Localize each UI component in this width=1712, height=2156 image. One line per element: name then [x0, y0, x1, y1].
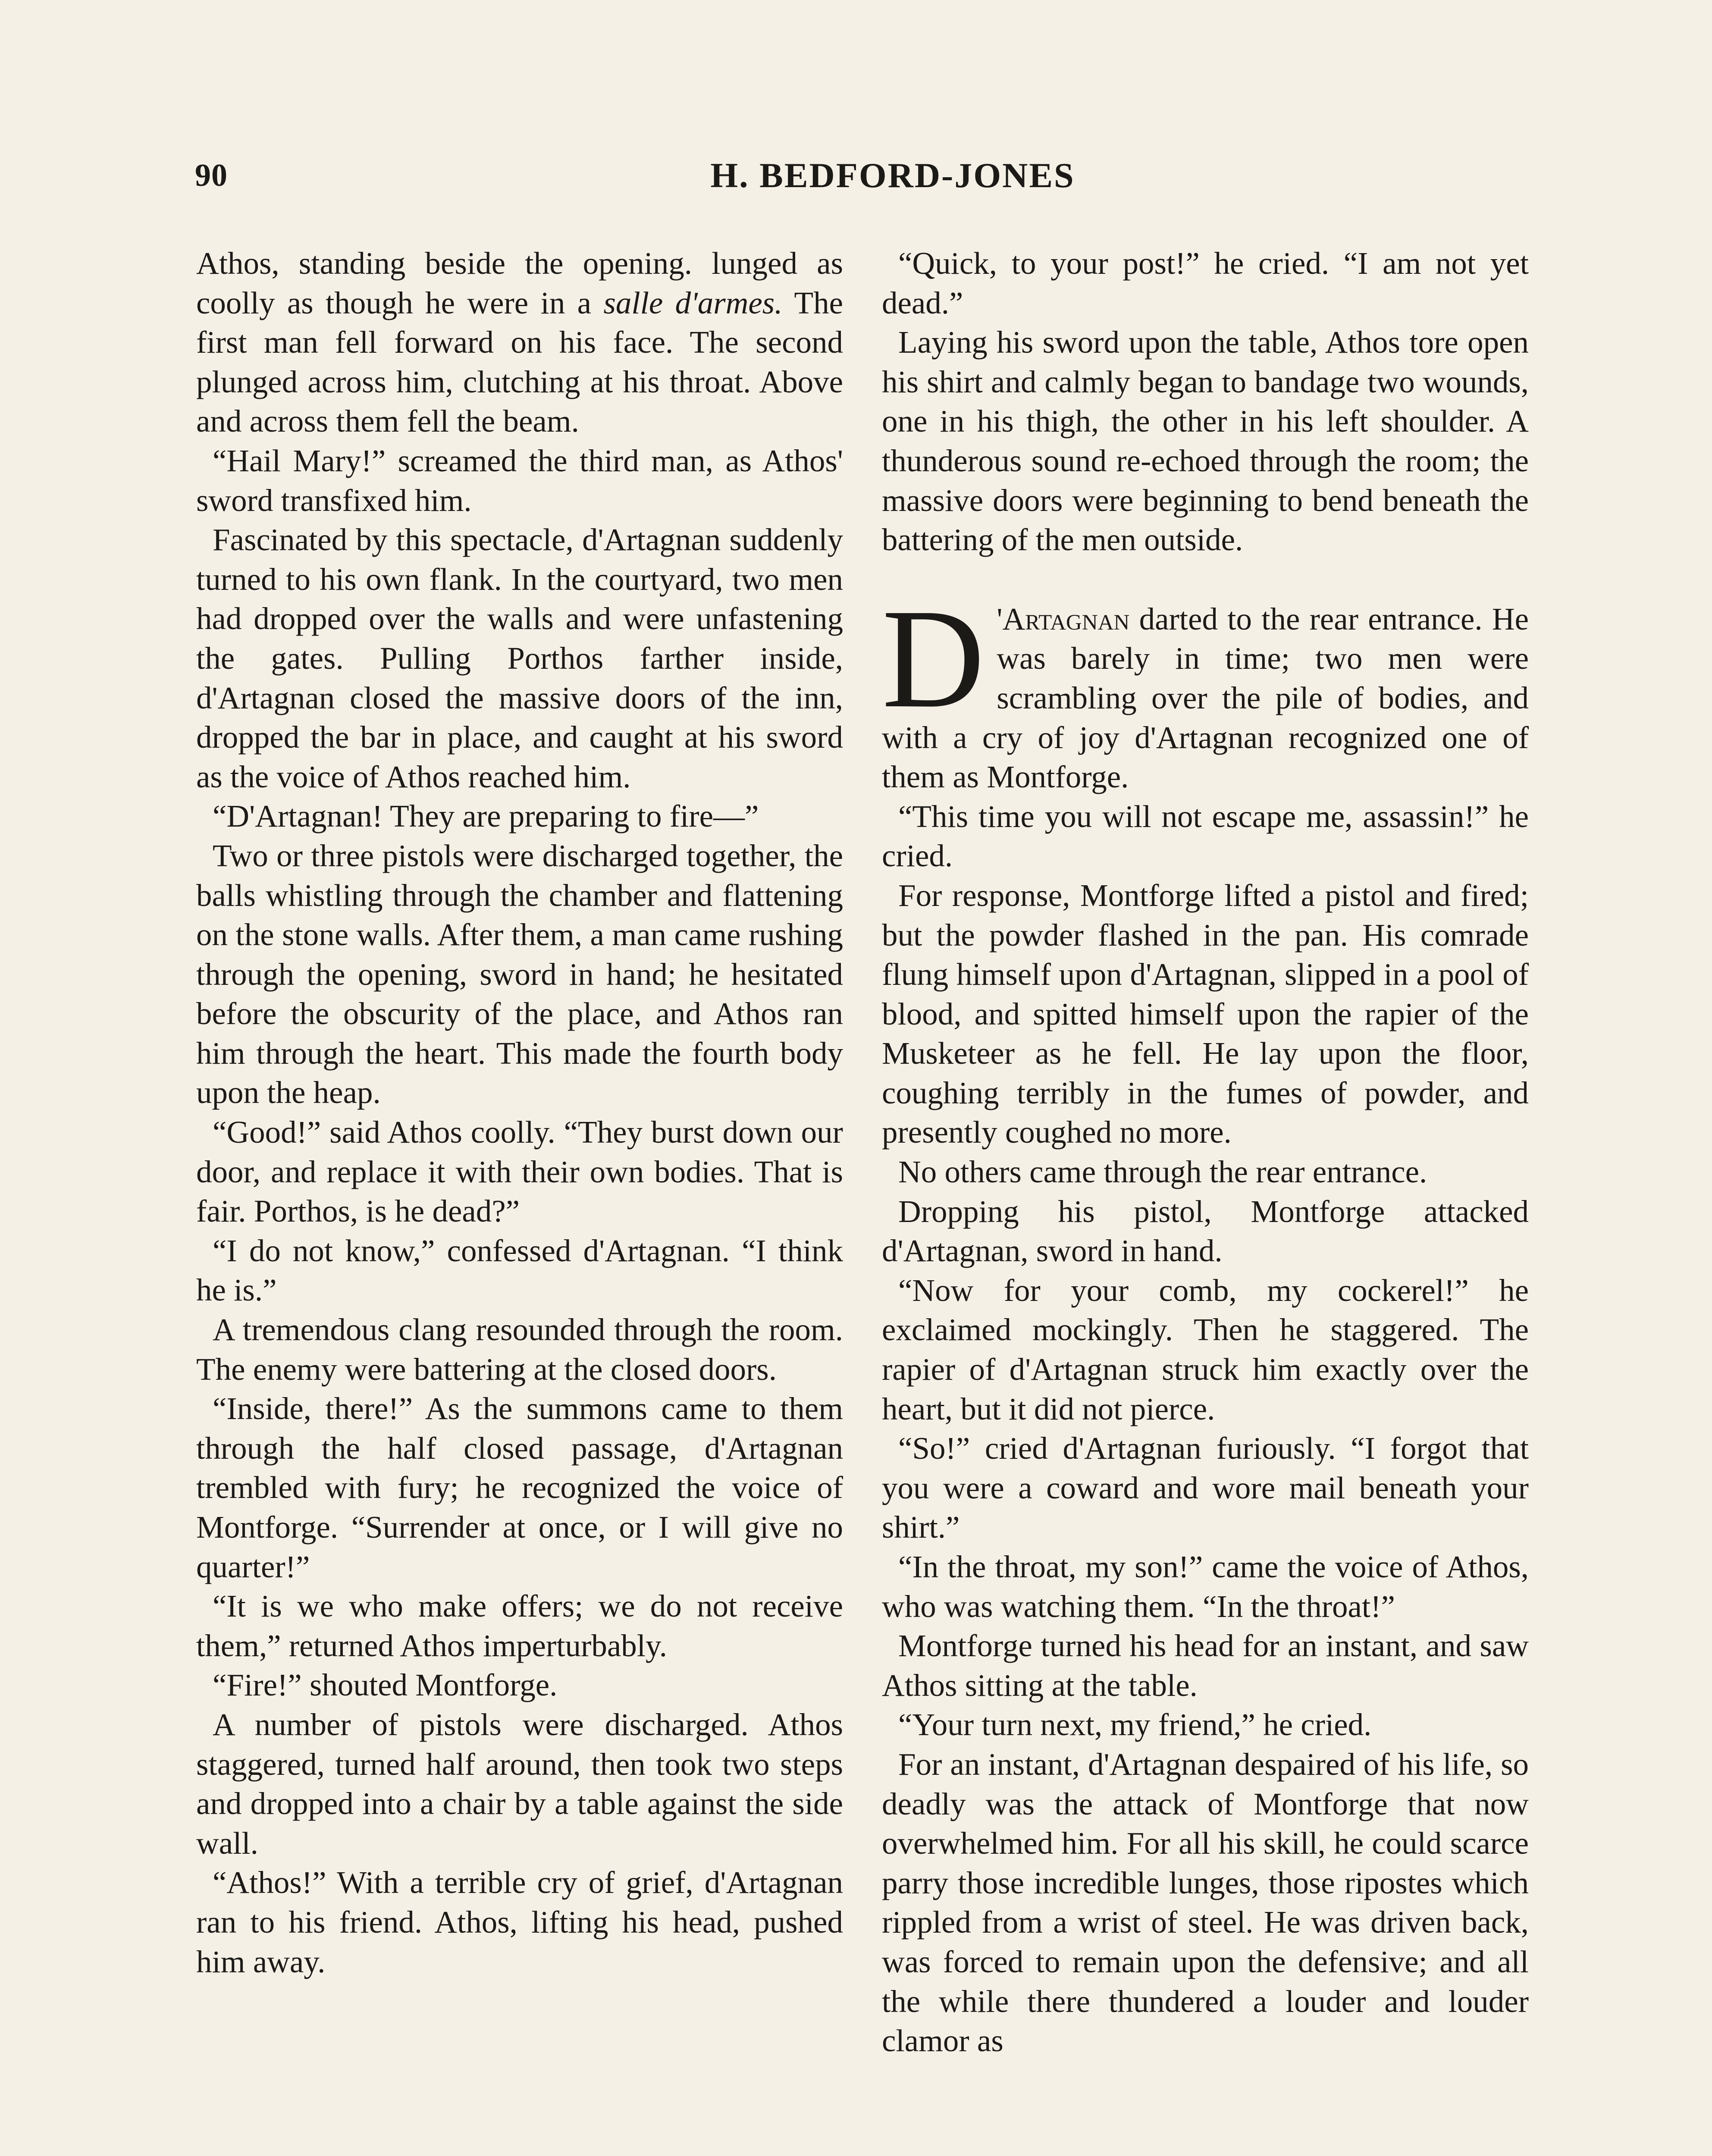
- paragraph: “Your turn next, my friend,” he cried.: [898, 1707, 1372, 1742]
- page-number: 90: [195, 158, 228, 193]
- paragraph: “Fire!” shouted Montforge.: [213, 1667, 558, 1703]
- paragraph: For response, Montforge lifted a pistol and fired; but the powder flashed in the pan. His comrade flung himself upon d'Artagnan, slipped in a pool of blood, and spitted himself upon the rapier of the Musketeer as he fell. He lay upon the floor, coughing terribly in the fumes of powder, and presently coughed no more.: [882, 877, 1529, 1150]
- paragraph: A tremendous clang resounded through the room. The enemy were battering at the closed doors.: [196, 1312, 843, 1387]
- paragraph: “Now for your comb, my cockerel!” he exclaimed mockingly. Then he staggered. The rapier of d'Artagnan struck him exactly over the heart, but it did not pierce.: [882, 1272, 1529, 1426]
- paragraph: “It is we who make offers; we do not receive them,” returned Athos imperturbably.: [196, 1589, 843, 1663]
- paragraph: For an instant, d'Artagnan despaired of his life, so deadly was the attack of Montforge that now overwhelmed him. For all his skill, he could scarce parry those incredible lunges, those ripostes which rippled from a wrist of steel. He was driven back, was forced to remain upon the defensive; and all the while there thundered a louder and louder clamor as: [882, 1746, 1529, 2059]
- paragraph: “Inside, there!” As the summons came to them through the half closed passage, d'Artagnan trembled with fury; he recognized the voice of Montforge. “Surrender at once, or I will give no quarter!”: [196, 1391, 843, 1584]
- paragraph: Two or three pistols were discharged together, the balls whistling through the chamber and flattening on the stone walls. After them, a man came rushing through the opening, sword in hand; he hesitated before the obscurity of the place, and Athos ran him through the heart. This made the fourth body upon the heap.: [196, 838, 843, 1110]
- drop-cap: D: [882, 580, 985, 737]
- drop-cap-paragraph: D 'Artagnan darted to the rear entrance. He was barely in time; two men were scrambling over the pile of bodies, and with a cry of joy d'Artagnan recognized one of them as Montforge.: [882, 580, 1529, 795]
- running-head: H. BEDFORD-JONES: [710, 156, 1075, 195]
- paragraph: No others came through the rear entrance.: [898, 1154, 1427, 1190]
- paragraph: “D'Artagnan! They are preparing to fire—”: [213, 799, 759, 834]
- paragraph: “I do not know,” confessed d'Artagnan. “I think he is.”: [196, 1233, 843, 1308]
- small-caps-lead: 'Artagnan: [997, 601, 1130, 636]
- paragraph: “Athos!” With a terrible cry of grief, d'Artagnan ran to his friend. Athos, lifting his head, pushed him away.: [196, 1865, 843, 1979]
- paragraph: “In the throat, my son!” came the voice of Athos, who was watching them. “In the throat!”: [882, 1549, 1529, 1624]
- paragraph: Dropping his pistol, Montforge attacked d'Artagnan, sword in hand.: [882, 1194, 1529, 1269]
- paragraph: Athos, standing beside the opening. lunged as coolly as though he were in a salle d'armes. The first man fell forward on his face. The second plunged across him, clutching at his throat. Above and across them fell the beam.: [196, 246, 843, 439]
- italic-phrase: salle d'armes.: [603, 285, 783, 320]
- left-column: [196, 244, 843, 1981]
- paragraph: Montforge turned his head for an instant, and saw Athos sitting at the table.: [882, 1628, 1529, 1703]
- paragraph: “Hail Mary!” screamed the third man, as Athos' sword transfixed him.: [196, 443, 843, 518]
- right-column: [882, 244, 1529, 2061]
- paragraph: “This time you will not escape me, assassin!” he cried.: [882, 799, 1529, 874]
- paragraph: “Quick, to your post!” he cried. “I am not yet dead.”: [882, 246, 1529, 320]
- paragraph: Laying his sword upon the table, Athos tore open his shirt and calmly began to bandage two wounds, one in his thigh, the other in his left shoulder. A thunderous sound re-echoed through the room; the massive doors were beginning to bend beneath the battering of the men outside.: [882, 325, 1529, 558]
- paragraph: “Good!” said Athos coolly. “They burst down our door, and replace it with their own bodies. That is fair. Porthos, is he dead?”: [196, 1115, 843, 1229]
- paragraph: “So!” cried d'Artagnan furiously. “I forgot that you were a coward and wore mail beneath your shirt.”: [882, 1431, 1529, 1545]
- paragraph: A number of pistols were discharged. Athos staggered, turned half around, then took two steps and dropped into a chair by a table against the side wall.: [196, 1707, 843, 1861]
- paragraph: Fascinated by this spectacle, d'Artagnan suddenly turned to his own flank. In the courtyard, two men had dropped over the walls and were unfastening the gates. Pulling Porthos farther inside, d'Artagnan closed the massive doors of the inn, dropped the bar in place, and caught at his sword as the voice of Athos reached him.: [196, 522, 843, 794]
